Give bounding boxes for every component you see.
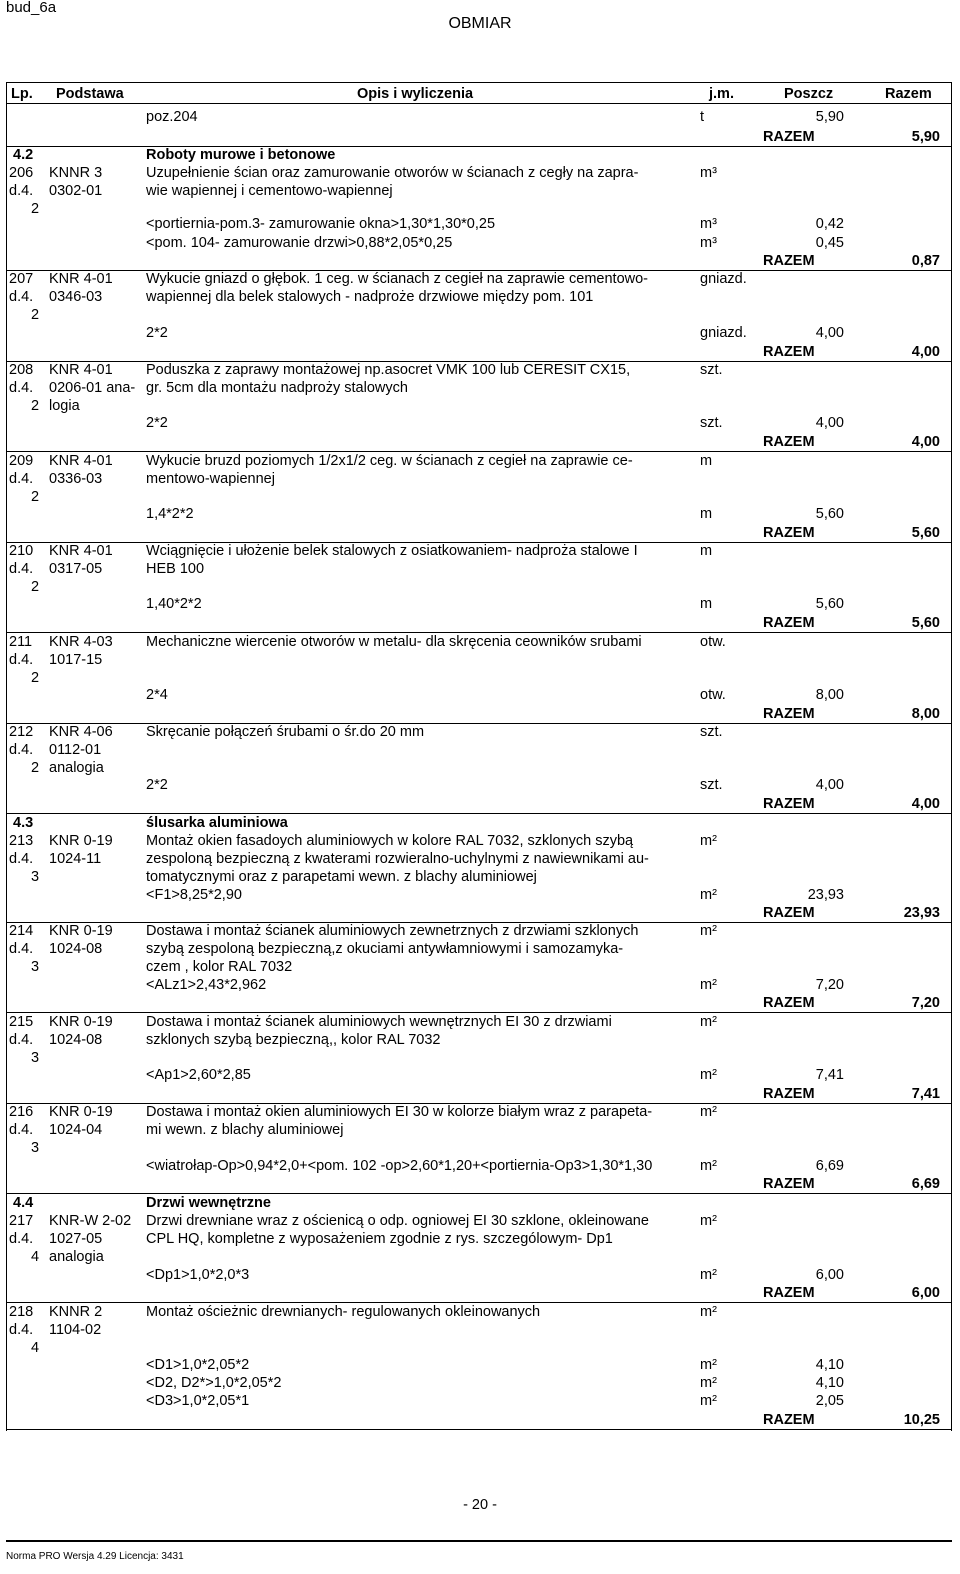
item-basis: KNNR 3: [49, 165, 103, 181]
razem-label: RAZEM: [763, 1176, 815, 1192]
razem-value: 23,93: [903, 905, 940, 921]
razem-label: RAZEM: [763, 1086, 815, 1102]
section-title: Roboty murowe i betonowe: [146, 147, 336, 163]
calc-unit: m²: [700, 887, 717, 903]
document-name: bud_6a: [6, 0, 57, 16]
item-basis: 0112-01: [49, 742, 102, 758]
item-description: tomatycznymi oraz z parapetami wewn. z blachy aluminiowej: [146, 869, 537, 885]
item-description: Uzupełnienie ścian oraz zamurowanie otworów w ścianach z cegły na zapra-: [146, 165, 639, 181]
item-basis: 1024-04: [49, 1122, 103, 1138]
razem-label: RAZEM: [763, 434, 815, 450]
razem-value: 7,41: [911, 1086, 940, 1102]
item-number: 206: [9, 165, 34, 181]
razem-label: RAZEM: [763, 796, 815, 812]
item-description: Wykucie bruzd poziomych 1/2x1/2 ceg. w ścianach z cegieł na zaprawie ce-: [146, 453, 633, 469]
calc-expression: <F1>8,25*2,90: [146, 887, 242, 903]
item-basis: KNR-W 2-02: [49, 1213, 132, 1229]
razem-value: 6,69: [911, 1176, 940, 1192]
calc-expression: <portiernia-pom.3- zamurowanie okna>1,30*1,30*0,25: [146, 216, 496, 232]
item-basis: 1024-08: [49, 1032, 103, 1048]
razem-value: 4,00: [911, 344, 940, 360]
calc-value: 7,41: [815, 1067, 844, 1083]
razem-label: RAZEM: [763, 905, 815, 921]
razem-value: 5,60: [911, 525, 940, 541]
item-number: 207: [9, 271, 34, 287]
item-unit: m: [700, 453, 713, 469]
item-basis: KNR 4-01: [49, 543, 113, 559]
item-basis: 1024-11: [49, 851, 102, 867]
calc-value: 6,00: [815, 1267, 844, 1283]
item-number: 2: [31, 398, 40, 414]
header-lp: Lp.: [11, 86, 33, 102]
item-number: 209: [9, 453, 34, 469]
razem-value: 0,87: [911, 253, 940, 269]
calc-value: 5,90: [815, 109, 844, 125]
calc-unit: m³: [700, 216, 717, 232]
item-number: 3: [31, 1140, 40, 1156]
item-basis: 0346-03: [49, 289, 103, 305]
item-number: d.4.: [9, 561, 34, 577]
calc-value: 5,60: [815, 596, 844, 612]
calc-unit: otw.: [700, 687, 726, 703]
calc-unit: m²: [700, 977, 717, 993]
item-basis: KNR 4-06: [49, 724, 113, 740]
item-number: d.4.: [9, 1231, 34, 1247]
calc-expression: <D2, D2*>1,0*2,05*2: [146, 1375, 282, 1391]
calc-expression: <D1>1,0*2,05*2: [146, 1357, 250, 1373]
calc-value: 8,00: [815, 687, 844, 703]
item-description: Skręcanie połączeń śrubami o śr.do 20 mm: [146, 724, 425, 740]
calc-unit: m³: [700, 235, 717, 251]
calc-unit: m²: [700, 1375, 717, 1391]
item-number: 216: [9, 1104, 34, 1120]
calc-value: 0,45: [815, 235, 844, 251]
item-basis: 0317-05: [49, 561, 103, 577]
calc-unit: m²: [700, 1393, 717, 1409]
item-description: Dostawa i montaż okien aluminiowych EI 30 w kolorze białym wraz z parapeta-: [146, 1104, 653, 1120]
item-description: Dostawa i montaż ścianek aluminiowych wewnętrznych EI 30 z drzwiami: [146, 1014, 612, 1030]
item-basis: 1027-05: [49, 1231, 103, 1247]
item-number: d.4.: [9, 1322, 34, 1338]
item-number: 211: [9, 634, 33, 650]
item-description: szybą zespoloną bezpieczną,z okuciami antywłamniowymi i samozamyka-: [146, 941, 624, 957]
calc-unit: m²: [700, 1067, 717, 1083]
item-unit: szt.: [700, 362, 723, 378]
calc-value: 5,60: [815, 506, 844, 522]
calc-expression: 2*2: [146, 325, 168, 341]
calc-unit: t: [700, 109, 705, 125]
item-unit: m²: [700, 1104, 717, 1120]
calc-value: 4,10: [815, 1357, 844, 1373]
item-number: 2: [31, 201, 40, 217]
calc-value: 4,00: [815, 325, 844, 341]
section-title: Drzwi wewnętrzne: [146, 1195, 271, 1211]
item-description: Poduszka z zaprawy montażowej np.asocret VMK 100 lub CERESIT CX15,: [146, 362, 631, 378]
item-number: 2: [31, 307, 40, 323]
calc-value: 0,42: [815, 216, 844, 232]
item-description: mi wewn. z blachy aluminiowej: [146, 1122, 344, 1138]
item-description: gr. 5cm dla montażu nadproży stalowych: [146, 380, 408, 396]
item-description: Montaż okien fasadoych aluminiowych w kolore RAL 7032, szklonych szybą: [146, 833, 634, 849]
page-title: OBMIAR: [448, 15, 512, 32]
calc-value: 4,00: [815, 777, 844, 793]
item-number: 215: [9, 1014, 34, 1030]
item-number: 210: [9, 543, 34, 559]
calc-unit: m²: [700, 1158, 717, 1174]
header-opis: Opis i wyliczenia: [357, 86, 474, 102]
section-number: 4.3: [13, 815, 34, 831]
razem-label: RAZEM: [763, 995, 815, 1011]
item-description: Wciągnięcie i ułożenie belek stalowych z osiatkowaniem- nadproża stalowe I: [146, 543, 638, 559]
razem-label: RAZEM: [763, 525, 815, 541]
item-number: d.4.: [9, 742, 34, 758]
item-basis: logia: [49, 398, 80, 414]
razem-value: 7,20: [911, 995, 940, 1011]
header-poszcz: Poszcz: [784, 86, 834, 102]
item-number: 3: [31, 959, 40, 975]
item-unit: m²: [700, 833, 717, 849]
item-basis: KNR 0-19: [49, 1014, 113, 1030]
razem-label: RAZEM: [763, 253, 815, 269]
item-unit: gniazd.: [700, 271, 747, 287]
calc-unit: m: [700, 596, 713, 612]
calc-expression: 1,4*2*2: [146, 506, 194, 522]
razem-value: 5,60: [911, 615, 940, 631]
razem-label: RAZEM: [763, 344, 815, 360]
item-basis: KNR 0-19: [49, 833, 113, 849]
calc-value: 23,93: [807, 887, 844, 903]
item-basis: 1017-15: [49, 652, 103, 668]
calc-value: 4,10: [815, 1375, 844, 1391]
item-basis: 0302-01: [49, 183, 103, 199]
item-number: 4: [31, 1249, 40, 1265]
calc-value: 6,69: [815, 1158, 844, 1174]
item-description: zespoloną bezpieczną z kwaterami rozwieralno-uchylnymi z nawiewnikami au-: [146, 851, 649, 867]
item-description: Wykucie gniazd o głębok. 1 ceg. w ścianach z cegieł na zaprawie cementowo-: [146, 271, 648, 287]
item-basis: 0206-01 ana-: [49, 380, 136, 396]
item-description: Dostawa i montaż ścianek aluminiowych zewnetrznych z drzwiami szklonych: [146, 923, 639, 939]
calc-expression: <D3>1,0*2,05*1: [146, 1393, 250, 1409]
calc-expression: poz.204: [146, 109, 198, 125]
item-number: d.4.: [9, 1032, 34, 1048]
calc-expression: <ALz1>2,43*2,962: [146, 977, 267, 993]
item-number: d.4.: [9, 851, 34, 867]
item-description: CPL HQ, kompletne z wyposażeniem zgodnie z rys. szczególowym- Dp1: [146, 1231, 613, 1247]
calc-unit: m²: [700, 1267, 717, 1283]
header-razem: Razem: [885, 86, 932, 102]
section-number: 4.4: [13, 1195, 34, 1211]
item-description: Mechaniczne wiercenie otworów w metalu- dla skręcenia ceowników srubami: [146, 634, 642, 650]
item-unit: m²: [700, 1304, 717, 1320]
item-basis: KNNR 2: [49, 1304, 103, 1320]
item-unit: szt.: [700, 724, 723, 740]
item-description: wie wapiennej i cementowo-wapiennej: [146, 183, 393, 199]
item-description: szklonych szybą bezpieczną,, kolor RAL 7032: [146, 1032, 441, 1048]
item-basis: analogia: [49, 1249, 104, 1265]
item-unit: m²: [700, 1014, 717, 1030]
section-number: 4.2: [13, 147, 34, 163]
razem-value: 5,90: [911, 129, 940, 145]
item-basis: KNR 4-03: [49, 634, 113, 650]
item-basis: KNR 0-19: [49, 923, 113, 939]
calc-expression: <wiatrołap-Op>0,94*2,0+<pom. 102 -op>2,60*1,20+<portiernia-Op3>1,30*1,30: [146, 1158, 653, 1174]
item-number: 4: [31, 1340, 40, 1356]
calc-expression: 2*2: [146, 777, 168, 793]
header-jm: j.m.: [709, 86, 734, 102]
calc-value: 2,05: [815, 1393, 844, 1409]
item-number: d.4.: [9, 1122, 34, 1138]
calc-expression: 2*4: [146, 687, 168, 703]
item-basis: 1104-02: [49, 1322, 102, 1338]
item-number: d.4.: [9, 941, 34, 957]
razem-label: RAZEM: [763, 1412, 815, 1428]
item-number: 213: [9, 833, 34, 849]
item-number: 214: [9, 923, 34, 939]
calc-unit: szt.: [700, 415, 723, 431]
item-basis: 1024-08: [49, 941, 103, 957]
razem-label: RAZEM: [763, 615, 815, 631]
item-description: mentowo-wapiennej: [146, 471, 275, 487]
calc-unit: gniazd.: [700, 325, 747, 341]
razem-label: RAZEM: [763, 129, 815, 145]
item-description: Montaż ościeżnic drewnianych- regulowanych okleinowanych: [146, 1304, 541, 1320]
item-unit: otw.: [700, 634, 726, 650]
item-basis: KNR 4-01: [49, 271, 113, 287]
item-number: 2: [31, 579, 40, 595]
item-number: 217: [9, 1213, 34, 1229]
footer-license: Norma PRO Wersja 4.29 Licencja: 3431: [6, 1551, 184, 1562]
item-unit: m: [700, 543, 713, 559]
item-unit: m²: [700, 1213, 717, 1229]
item-description: Drzwi drewniane wraz z ościenicą o odp. ogniowej EI 30 szklone, okleinowane: [146, 1213, 649, 1229]
calc-expression: 2*2: [146, 415, 168, 431]
razem-value: 8,00: [911, 706, 940, 722]
calc-value: 4,00: [815, 415, 844, 431]
footer-rule: [6, 1540, 952, 1542]
item-number: d.4.: [9, 183, 34, 199]
calc-expression: <pom. 104- zamurowanie drzwi>0,88*2,05*0,25: [146, 235, 453, 251]
item-basis: KNR 0-19: [49, 1104, 113, 1120]
item-number: 218: [9, 1304, 34, 1320]
razem-value: 10,25: [903, 1412, 940, 1428]
item-number: 212: [9, 724, 34, 740]
item-description: wapiennej dla belek stalowych - nadproże drzwiowe między pom. 101: [146, 289, 594, 305]
section-title: ślusarka aluminiowa: [146, 815, 288, 831]
item-number: d.4.: [9, 471, 34, 487]
item-number: 2: [31, 489, 40, 505]
razem-label: RAZEM: [763, 1285, 815, 1301]
row-separator: [6, 1429, 952, 1430]
header-podstawa: Podstawa: [56, 86, 124, 102]
item-basis: analogia: [49, 760, 104, 776]
razem-value: 6,00: [911, 1285, 940, 1301]
razem-value: 4,00: [911, 434, 940, 450]
item-number: 3: [31, 1050, 40, 1066]
razem-label: RAZEM: [763, 706, 815, 722]
item-unit: m³: [700, 165, 717, 181]
item-basis: 0336-03: [49, 471, 103, 487]
item-description: czem , kolor RAL 7032: [146, 959, 293, 975]
item-number: 3: [31, 869, 40, 885]
item-basis: KNR 4-01: [49, 453, 113, 469]
item-number: 2: [31, 670, 40, 686]
item-description: HEB 100: [146, 561, 205, 577]
page-number: - 20 -: [463, 1497, 497, 1513]
calc-expression: 1,40*2*2: [146, 596, 202, 612]
item-number: 2: [31, 760, 40, 776]
item-number: 208: [9, 362, 34, 378]
item-number: d.4.: [9, 652, 34, 668]
calc-expression: <Ap1>2,60*2,85: [146, 1067, 251, 1083]
calc-value: 7,20: [815, 977, 844, 993]
item-number: d.4.: [9, 380, 34, 396]
calc-unit: m: [700, 506, 713, 522]
calc-unit: m²: [700, 1357, 717, 1373]
calc-unit: szt.: [700, 777, 723, 793]
item-number: d.4.: [9, 289, 34, 305]
razem-value: 4,00: [911, 796, 940, 812]
item-basis: KNR 4-01: [49, 362, 113, 378]
calc-expression: <Dp1>1,0*2,0*3: [146, 1267, 250, 1283]
item-unit: m²: [700, 923, 717, 939]
